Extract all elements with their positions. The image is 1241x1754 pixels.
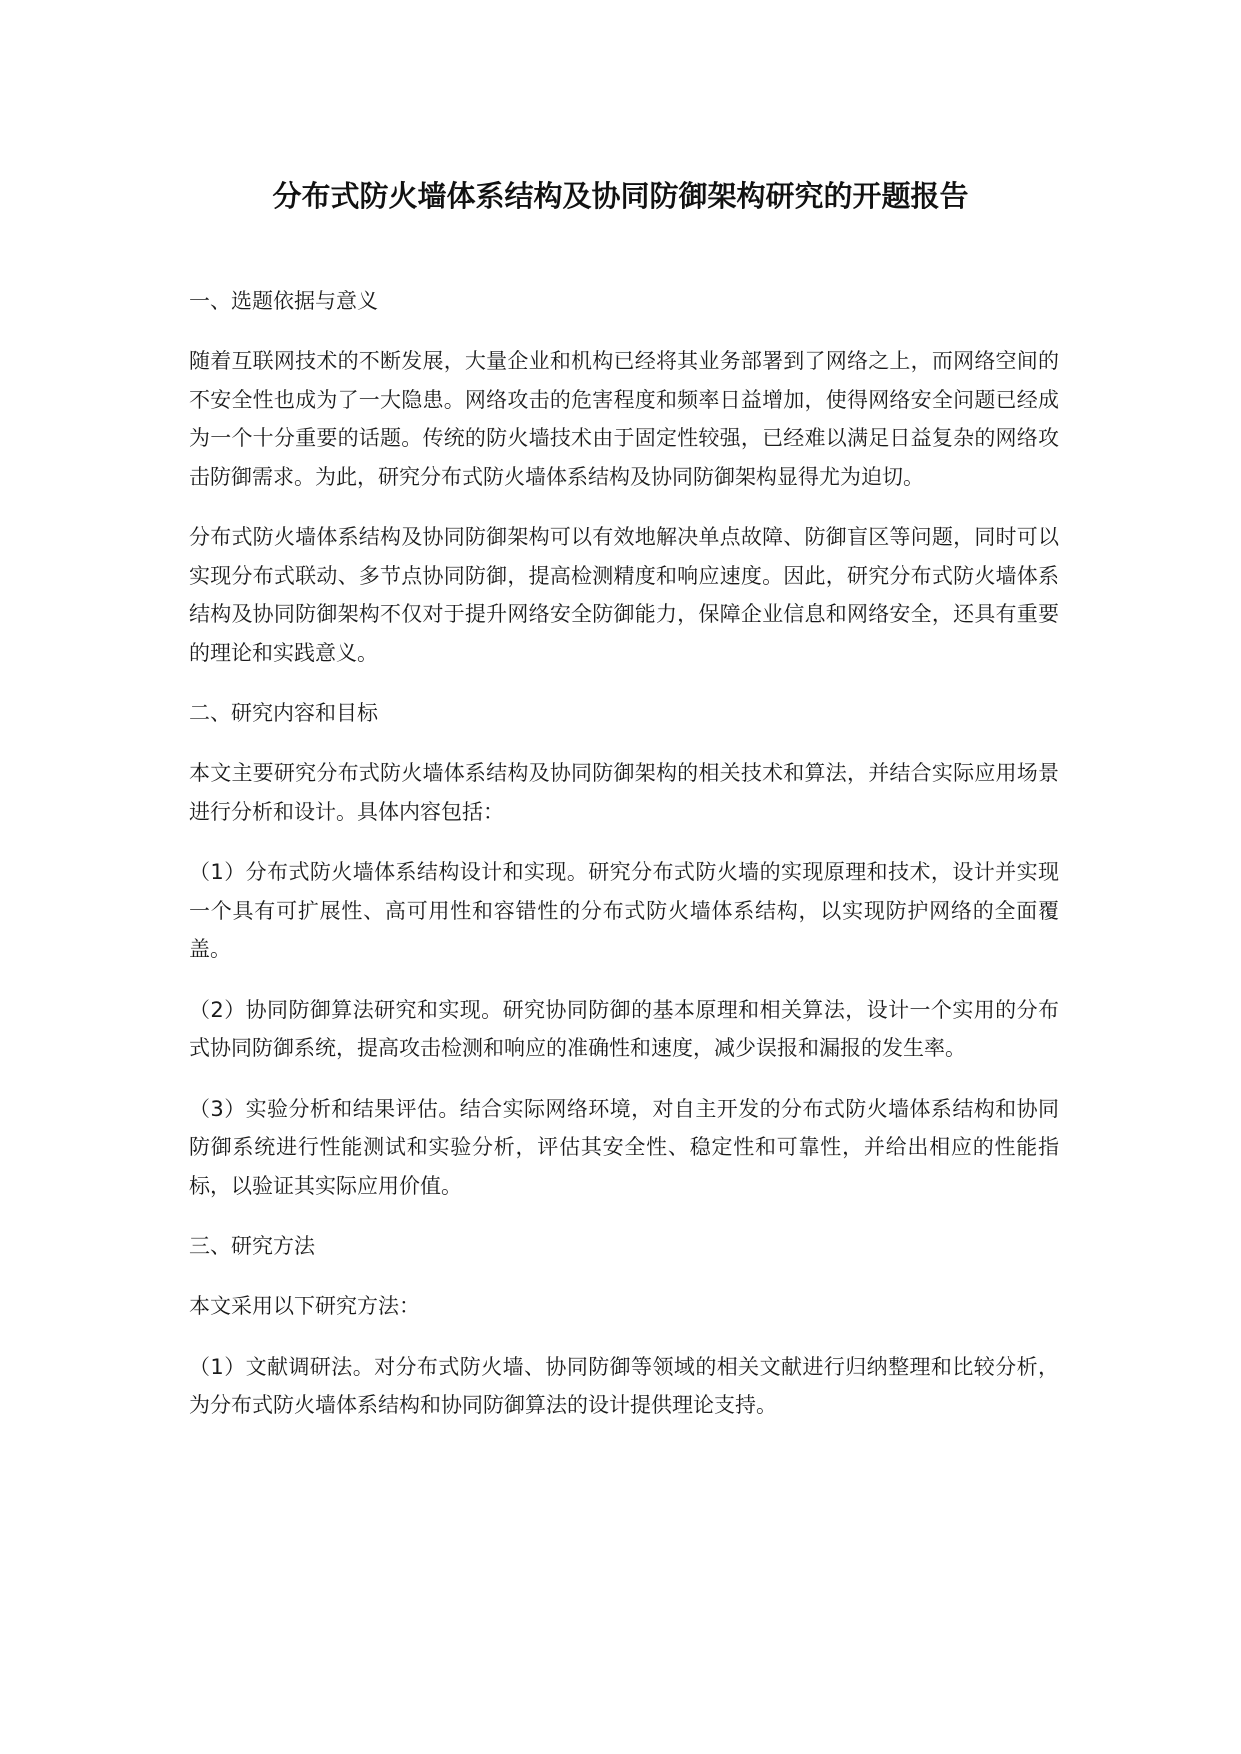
list-item-paragraph: （1）文献调研法。对分布式防火墙、协同防御等领域的相关文献进行归纳整理和比较分析，为分布式防火墙体系结构和协同防御算法的设计提供理论支持。 — [189, 1354, 1059, 1417]
list-item-paragraph: （3）实验分析和结果评估。结合实际网络环境，对自主开发的分布式防火墙体系结构和协同防御系统进行性能测试和实验分析，评估其安全性、稳定性和可靠性，并给出相应的性能指标，以验证其实际应用价值。 — [189, 1096, 1059, 1198]
list-item-paragraph: （1）分布式防火墙体系结构设计和实现。研究分布式防火墙的实现原理和技术，设计并实现一个具有可扩展性、高可用性和容错性的分布式防火墙体系结构，以实现防护网络的全面覆盖。 — [189, 860, 1059, 961]
section-heading: 一、选题依据与意义 — [189, 289, 378, 313]
document-body — [189, 282, 1059, 1447]
document-title: 分布式防火墙体系结构及协同防御架构研究的开题报告 — [272, 179, 969, 213]
paragraph: 随着互联网技术的不断发展，大量企业和机构已经将其业务部署到了网络之上，而网络空间的不安全性也成为了一大隐患。网络攻击的危害程度和频率日益增加，使得网络安全问题已经成为一个十分重要的话题。传统的防火墙技术由于固定性较强，已经难以满足日益复杂的网络攻击防御需求。为此，研究分布式防火墙体系结构及协同防御架构显得尤为迫切。 — [189, 349, 1059, 489]
list-item-paragraph: （2）协同防御算法研究和实现。研究协同防御的基本原理和相关算法，设计一个实用的分布式协同防御系统，提高攻击检测和响应的准确性和速度，减少误报和漏报的发生率。 — [189, 997, 1059, 1060]
section-heading: 二、研究内容和目标 — [189, 701, 378, 725]
paragraph: 本文采用以下研究方法： — [189, 1294, 420, 1318]
paragraph: 分布式防火墙体系结构及协同防御架构可以有效地解决单点故障、防御盲区等问题，同时可以实现分布式联动、多节点协同防御，提高检测精度和响应速度。因此，研究分布式防火墙体系结构及协同防御架构不仅对于提升网络安全防御能力，保障企业信息和网络安全，还具有重要的理论和实践意义。 — [189, 525, 1059, 665]
paragraph: 本文主要研究分布式防火墙体系结构及协同防御架构的相关技术和算法，并结合实际应用场景进行分析和设计。具体内容包括： — [189, 761, 1059, 824]
section-heading: 三、研究方法 — [189, 1234, 315, 1258]
